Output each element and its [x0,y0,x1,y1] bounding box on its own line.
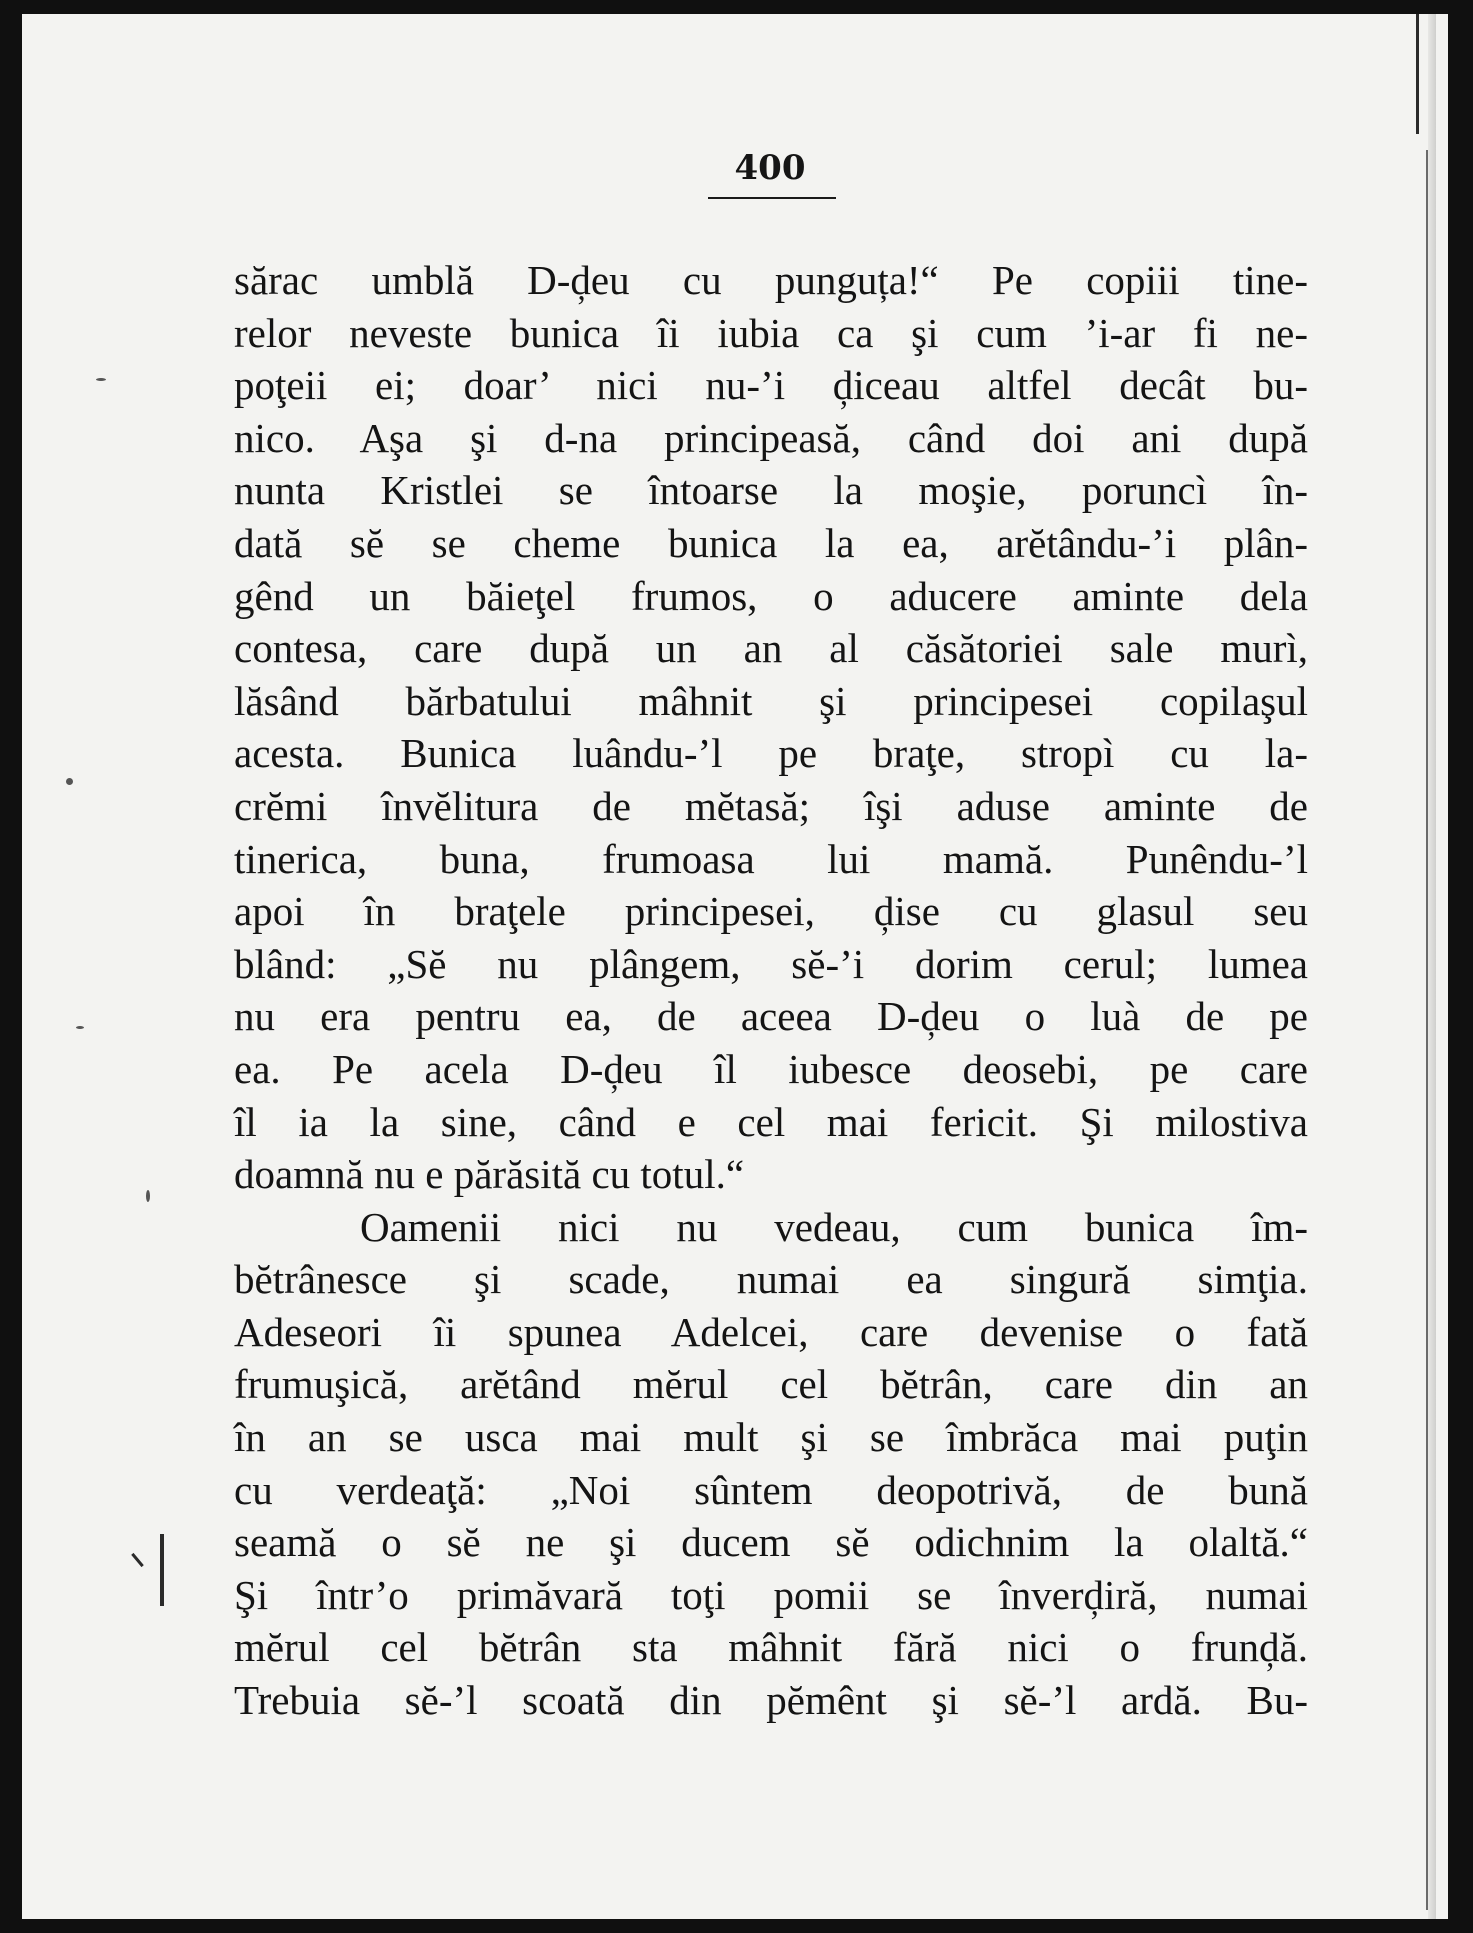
text-line: nunta Kristlei se întoarse la moşie, poruncì în- [234,467,1308,514]
page-edge-shadow [1428,14,1436,1919]
text-line: poţeii ei; doar’ nici nu-’i ḑiceau altfel decât bu- [234,362,1308,409]
text-line: tinerica, buna, frumoasa lui mamă. Punêndu-’l [234,835,1308,882]
text-line: nico. Aşa şi d-na principeasă, când doi ani după [234,414,1308,461]
text-line: relor neveste bunica îi iubia ca şi cum ’i-ar fi ne- [234,309,1308,356]
text-line: nu era pentru ea, de aceea D-ḑeu o luà de pe [234,993,1308,1040]
text-line: îl ia la sine, când e cel mai fericit. Şi milostiva [234,1098,1308,1145]
text-line: Adeseori îi spunea Adelcei, care devenise o fată [234,1308,1308,1355]
text-line: în an se usca mai mult şi se îmbrăca mai puţin [234,1414,1308,1461]
text-line: crĕmi învĕlitura de mĕtasă; îşi aduse aminte de [234,782,1308,829]
paper-speck [146,1190,150,1202]
text-line: apoi în braţele principesei, ḑise cu glasul seu [234,888,1308,935]
text-line: sărac umblă D-ḑeu cu punguța!“ Pe copiii tine- [234,257,1308,303]
text-line: ea. Pe acela D-ḑeu îl iubesce deosebi, pe care [234,1045,1308,1092]
text-line: gênd un băieţel frumos, o aducere aminte dela [234,572,1308,619]
text-line: seamă o sĕ ne şi ducem sĕ odichnim la olaltă.“ [234,1519,1308,1566]
text-line: acesta. Bunica luându-’l pe braţe, stropì cu la- [234,730,1308,777]
text-line: dată sĕ se cheme bunica la ea, arĕtându-’i plân- [234,519,1308,566]
text-line: lăsând bărbatului mâhnit şi principesei copilaşul [234,677,1308,724]
text-line: bĕtrânesce şi scade, numai ea singură simţia. [234,1256,1308,1303]
paper-speck [76,1026,84,1029]
paragraph-end-line: doamnă nu e părăsită cu totul.“ [234,1151,745,1198]
text-line: Trebuia sĕ-’l scoată din pĕmênt şi sĕ-’l ardă. Bu- [234,1677,1308,1724]
page-edge-line [1426,150,1428,1910]
text-line: blând: „Sĕ nu plângem, sĕ-’i dorim cerul; lumea [234,940,1308,987]
paper-speck [96,378,106,381]
text-line: contesa, care după un an al căsătoriei sale murì, [234,625,1308,672]
page-number-rule [708,197,836,199]
text-line: cu verdeaţă: „Noi sûntem deopotrivă, de bună [234,1466,1308,1513]
paper-speck [66,778,73,785]
margin-bar-mark [160,1534,164,1606]
text-line: frumuşică, arĕtând mĕrul cel bĕtrân, care din an [234,1361,1308,1408]
text-line: Şi într’o primăvară toţi pomii se înverḑiră, numai [234,1571,1308,1618]
page-number: 400 [734,148,806,188]
text-line: mĕrul cel bĕtrân sta mâhnit fără nici o frunḑă. [234,1624,1308,1671]
page-edge-line [1416,14,1419,134]
paragraph-start-line: Oamenii nici nu vedeau, cum bunica îm- [360,1203,1308,1250]
body-text [234,254,1308,1727]
